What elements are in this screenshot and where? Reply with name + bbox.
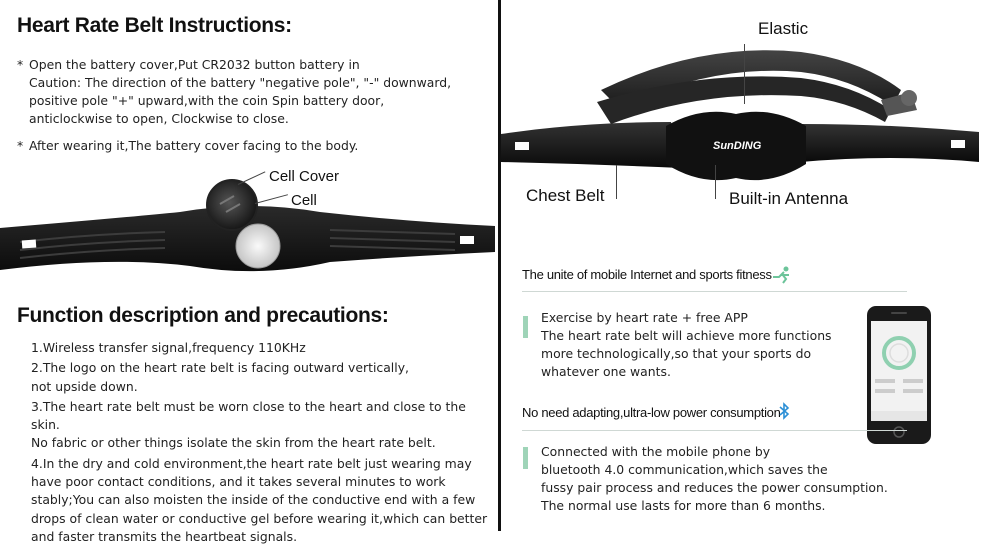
- elastic-pointer: [744, 44, 745, 104]
- list-item: 2.The logo on the heart rate belt is facing outward vertically, not upside down.: [31, 360, 409, 394]
- divider-line: [522, 291, 907, 292]
- elastic-label: Elastic: [758, 19, 809, 38]
- runner-icon: [769, 266, 795, 284]
- product-panel: [501, 0, 1000, 531]
- list-item: 3.The heart rate belt must be worn close to the heart and close to the skin. No fabric or other things isolate the skin from the heart rate belt.: [31, 398, 466, 451]
- divider-line: [522, 430, 907, 431]
- logo: SunDING: [713, 140, 762, 152]
- antenna-label: Built-in Antenna: [729, 189, 849, 208]
- list-item: 4.In the dry and cold environment,the heart rate belt just wearing may have poor contact conditions, and it takes several minutes to work stably;You can also moisten the inside of the conductive end with a few drops of clean water or conductive gel before wearing it,which can better and faster transmits the heartbeat signals.: [31, 455, 488, 544]
- chest-belt-pointer: [616, 165, 617, 199]
- bluetooth-icon: [778, 402, 790, 420]
- function-title: Function description and precautions:: [17, 304, 389, 327]
- chest-belt-label: Chest Belt: [526, 186, 605, 205]
- cell-cover-label: Cell Cover: [269, 168, 340, 185]
- accent-bar: [523, 447, 528, 469]
- accent-bar: [523, 316, 528, 338]
- headline-mobile-fitness: The unite of mobile Internet and sports fitness: [522, 267, 772, 282]
- battery-note: * Open the battery cover,Put CR2032 button battery in Caution: The direction of the battery "negative pole", "-" downward, positive pole "+" upward,with the coin Spin battery door, anticlockwise to open, Clockwise to close.: [17, 57, 452, 126]
- feature-bluetooth-text: Connected with the mobile phone by bluetooth 4.0 communication,which saves the fussy pair process and reduces the power consumption. The normal use lasts for more than 6 months.: [541, 444, 888, 513]
- feature-app-text: Exercise by heart rate + free APP The heart rate belt will achieve more functions more technologically,so that your sports do whatever one wants.: [541, 310, 832, 379]
- antenna-pointer: [715, 165, 716, 199]
- function-list: [31, 339, 496, 548]
- instructions-title: Heart Rate Belt Instructions:: [17, 14, 292, 37]
- headline-low-power: No need adapting,ultra-low power consumption: [522, 405, 781, 420]
- list-item: 1.Wireless transfer signal,frequency 110KHz: [31, 340, 306, 355]
- phone-image: [866, 305, 932, 445]
- instructions-panel: [0, 0, 498, 544]
- belt-front-image: [501, 30, 1000, 210]
- cell-label: Cell: [291, 192, 317, 209]
- wearing-note: * After wearing it,The battery cover facing to the body.: [17, 138, 359, 153]
